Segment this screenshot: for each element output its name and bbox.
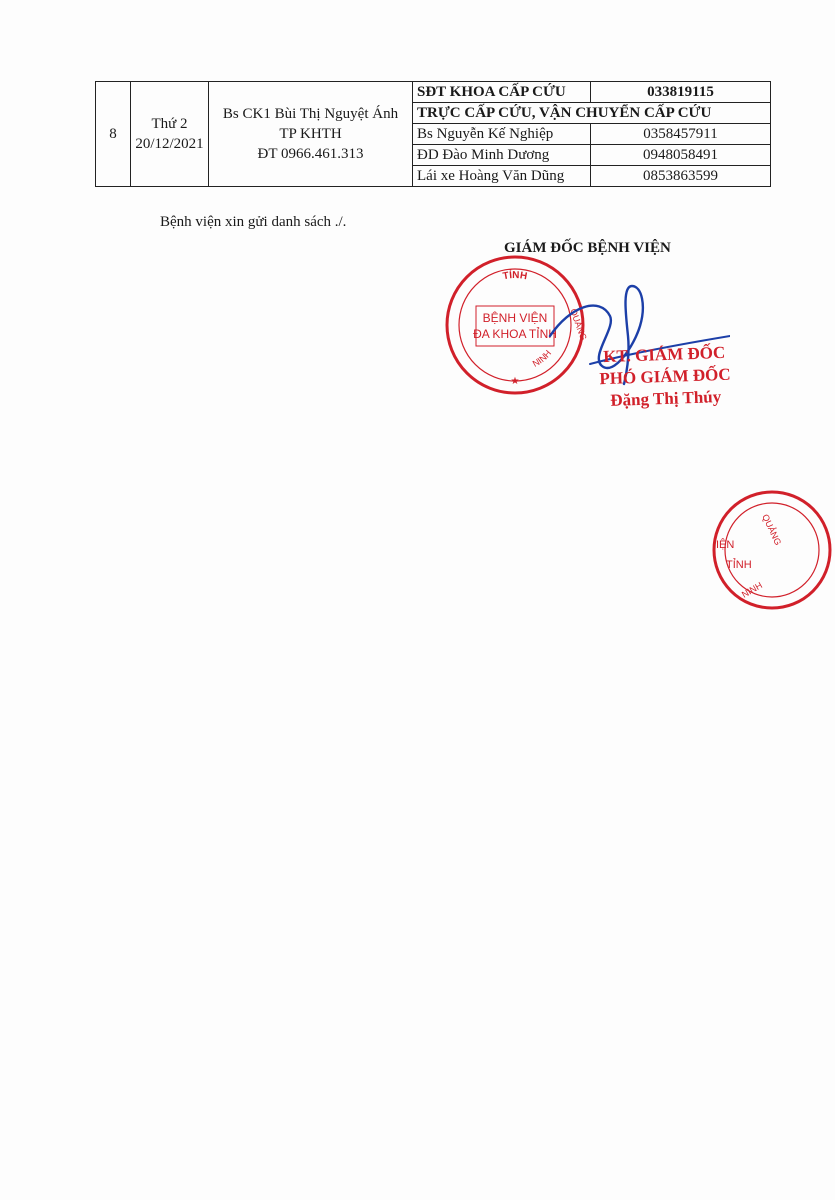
stamp-center-line-2: ĐA KHOA TỈNH	[473, 327, 557, 341]
date-text: 20/12/2021	[135, 136, 204, 152]
duty-doctor-cell	[209, 82, 413, 187]
staff-name: Lái xe Hoàng Văn Dũng	[413, 166, 591, 187]
staff-phone: 0948058491	[591, 145, 771, 166]
partial-stamp-side-text: QUẢNG	[760, 512, 784, 547]
stamp-bottom-text: NINH	[530, 348, 554, 369]
position-line: PHÓ GIÁM ĐỐC	[599, 364, 731, 389]
stamp-side-text: QUẢNG	[568, 307, 589, 342]
duty-doctor-phone: ĐT 0966.461.313	[257, 146, 364, 162]
duty-roster-table	[95, 81, 771, 187]
stamp-center-line-1: BỆNH VIỆN	[482, 311, 548, 325]
staff-name: Bs Nguyễn Kế Nghiệp	[413, 124, 591, 145]
deputy-director-signoff	[559, 340, 771, 413]
partial-seal-icon	[700, 486, 835, 621]
director-heading: GIÁM ĐỐC BỆNH VIỆN	[504, 240, 671, 256]
partial-stamp-bottom-text: NINH	[740, 580, 765, 600]
weekday-text: Thứ 2	[151, 116, 188, 132]
star-icon: ★	[510, 376, 520, 387]
emergency-phone-value: 033819115	[591, 82, 771, 103]
row-number-cell: 8	[96, 82, 131, 187]
staff-name: ĐD Đào Minh Dương	[413, 145, 591, 166]
duty-doctor-name: Bs CK1 Bùi Thị Nguyệt Ánh	[222, 106, 399, 122]
duty-doctor-role: TP KHTH	[279, 126, 342, 142]
staff-phone: 0853863599	[591, 166, 771, 187]
emergency-phone-label: SĐT KHOA CẤP CỨU	[413, 82, 591, 103]
staff-phone: 0358457911	[591, 124, 771, 145]
signature-block	[440, 236, 770, 436]
kt-line: KT. GIÁM ĐỐC	[602, 342, 726, 367]
partial-stamp-line-2: TỈNH	[726, 559, 752, 571]
partial-stamp-line-1: IỆN	[716, 539, 735, 551]
table-row	[96, 82, 771, 103]
section-heading: TRỰC CẤP CỨU, VẬN CHUYỂN CẤP CỨU	[413, 103, 771, 124]
date-cell	[131, 82, 209, 187]
stamp-top-text: TỈNH	[501, 269, 528, 283]
closing-text: Bệnh viện xin gửi danh sách ./.	[160, 214, 347, 230]
signer-name: Đặng Thị Thúy	[609, 387, 722, 410]
